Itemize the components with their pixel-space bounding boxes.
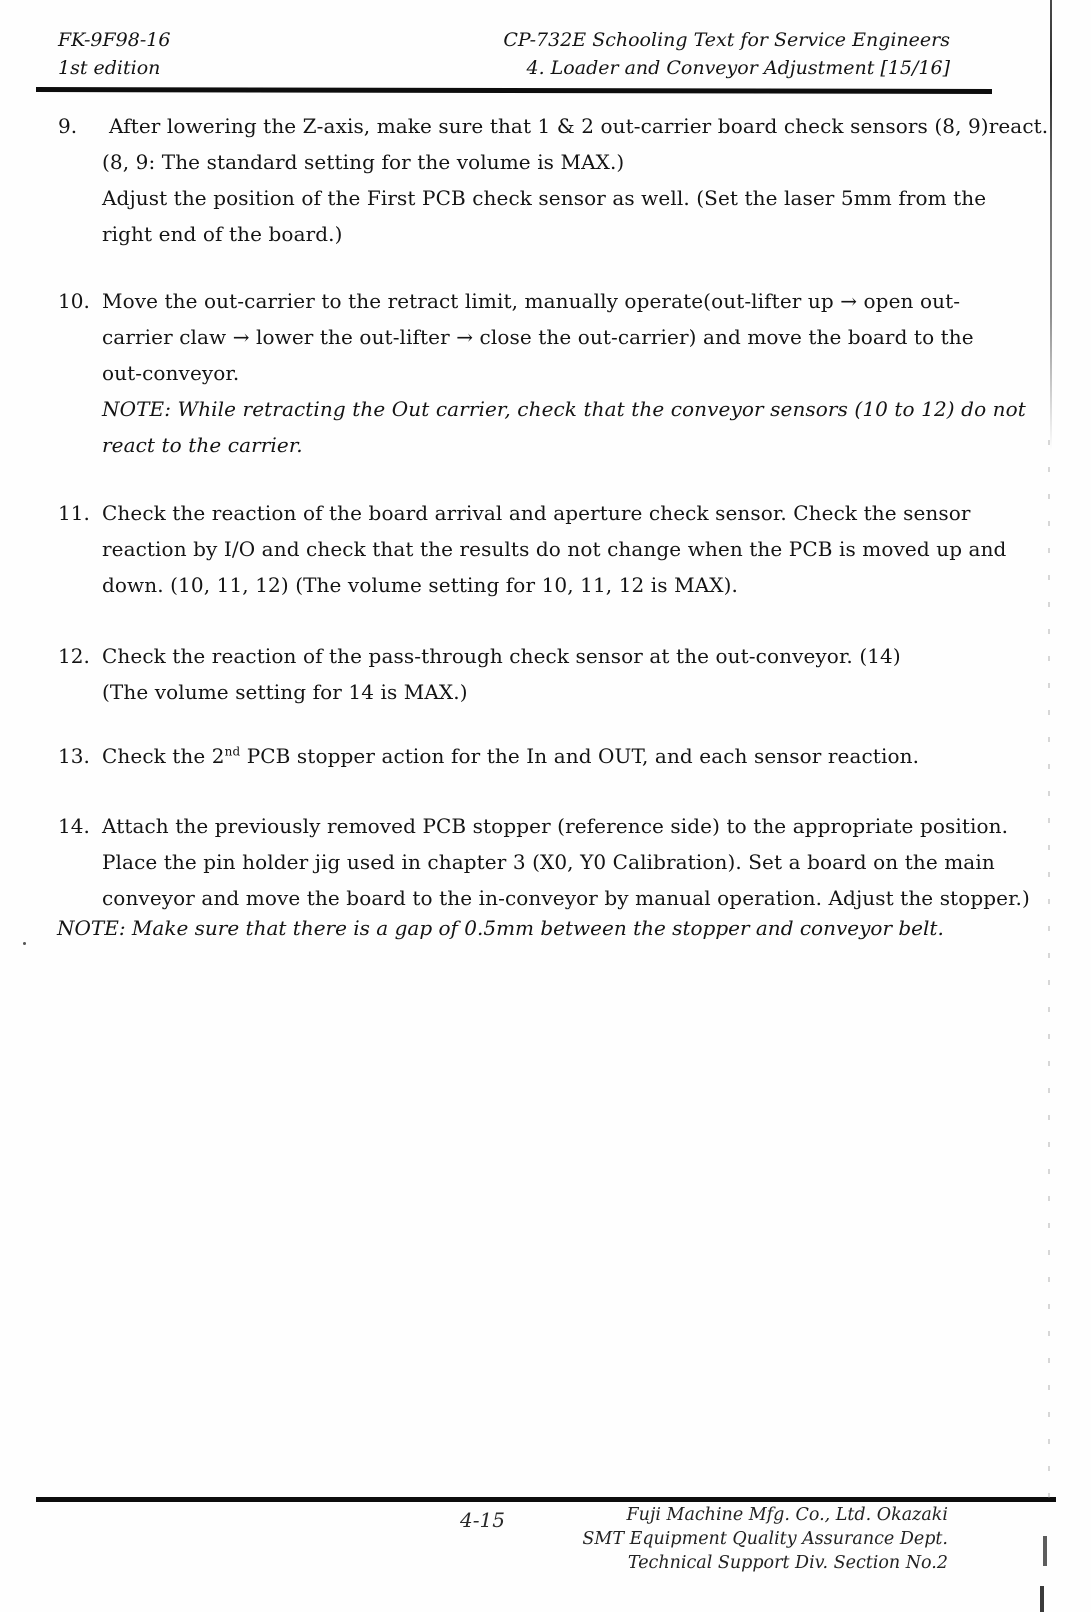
footer-department: SMT Equipment Quality Assurance Dept.: [582, 1529, 948, 1549]
closing-note: NOTE: Make sure that there is a gap of 0.5mm between the stopper and conveyor belt.: [57, 916, 944, 940]
list-item-11: [58, 495, 1091, 603]
list-item-9: [58, 108, 1091, 252]
text-line: Move the out-carrier to the retract limit, manually operate(out-lifter up → open out-: [102, 289, 961, 313]
list-item-text: [102, 108, 1091, 252]
text-line: conveyor and move the board to the in-conveyor by manual operation. Adjust the stopper.): [102, 886, 1030, 910]
list-item-number: 12.: [58, 644, 90, 668]
footer-section: Technical Support Div. Section No.2: [627, 1553, 948, 1573]
list-item-number: 9.: [58, 114, 78, 138]
header-chapter: 4. Loader and Conveyor Adjustment [15/16]: [526, 57, 950, 79]
scan-binding-line: [1050, 0, 1052, 450]
list-item-10: [58, 283, 1091, 463]
scan-binding-line-faint: [1048, 440, 1050, 1520]
text-line: (The volume setting for 14 is MAX.): [102, 680, 468, 704]
note-line: react to the carrier.: [102, 433, 303, 457]
text-segment: Check the 2: [102, 744, 225, 768]
list-item-text: [102, 738, 1091, 774]
document-body: [0, 108, 1091, 946]
text-line: Place the pin holder jig used in chapter 3 (X0, Y0 Calibration). Set a board on the main: [102, 850, 995, 874]
text-line: After lowering the Z-axis, make sure that 1 & 2 out-carrier board check sensors (8, 9)react.: [109, 114, 1049, 138]
header-doc-code: FK-9F98-16: [58, 29, 171, 51]
text-line: reaction by I/O and check that the results do not change when the PCB is moved up and: [102, 537, 1007, 561]
scan-artifact: [1043, 1536, 1047, 1566]
list-item-text: [102, 495, 1091, 603]
list-item-text: [102, 638, 1091, 710]
header-right: [503, 26, 950, 82]
list-item-text: [102, 283, 1091, 463]
text-line: Adjust the position of the First PCB check sensor as well. (Set the laser 5mm from the: [102, 186, 987, 210]
header-title: CP-732E Schooling Text for Service Engineers: [503, 29, 950, 51]
list-item-number: 11.: [58, 501, 90, 525]
list-item-12: [58, 638, 1091, 710]
text-line: out-conveyor.: [102, 361, 240, 385]
scan-artifact: [23, 942, 26, 945]
footer-company: Fuji Machine Mfg. Co., Ltd. Okazaki: [626, 1505, 948, 1525]
header-edition: 1st edition: [58, 57, 161, 79]
footer-right: [582, 1503, 948, 1575]
list-item-13: [58, 738, 1091, 774]
header-left: [58, 26, 170, 82]
text-line: (8, 9: The standard setting for the volume is MAX.): [102, 150, 625, 174]
text-line: Attach the previously removed PCB stopper (reference side) to the appropriate position.: [102, 814, 1009, 838]
note-line: NOTE: While retracting the Out carrier, check that the conveyor sensors (10 to 12) do not: [102, 397, 1026, 421]
footer-rule: [36, 1497, 1056, 1502]
text-segment: PCB stopper action for the In and OUT, and each sensor reaction.: [240, 744, 920, 768]
text-line: carrier claw → lower the out-lifter → close the out-carrier) and move the board to the: [102, 325, 974, 349]
list-item-number: 13.: [58, 744, 90, 768]
scan-artifact: [1040, 1586, 1044, 1612]
text-line: Check the reaction of the pass-through check sensor at the out-conveyor. (14): [102, 644, 901, 668]
ordinal-superscript: nd: [224, 744, 241, 759]
header-rule: [36, 87, 992, 94]
text-line: right end of the board.): [102, 222, 343, 246]
text-line: [102, 738, 1091, 774]
text-line: Check the reaction of the board arrival and aperture check sensor. Check the sensor: [102, 501, 971, 525]
list-item-number: 10.: [58, 289, 90, 313]
text-line: down. (10, 11, 12) (The volume setting for 10, 11, 12 is MAX).: [102, 573, 738, 597]
list-item-14: [58, 808, 1091, 916]
list-item-text: [102, 808, 1091, 916]
list-item-number: 14.: [58, 814, 90, 838]
page-number: 4-15: [460, 1508, 505, 1532]
